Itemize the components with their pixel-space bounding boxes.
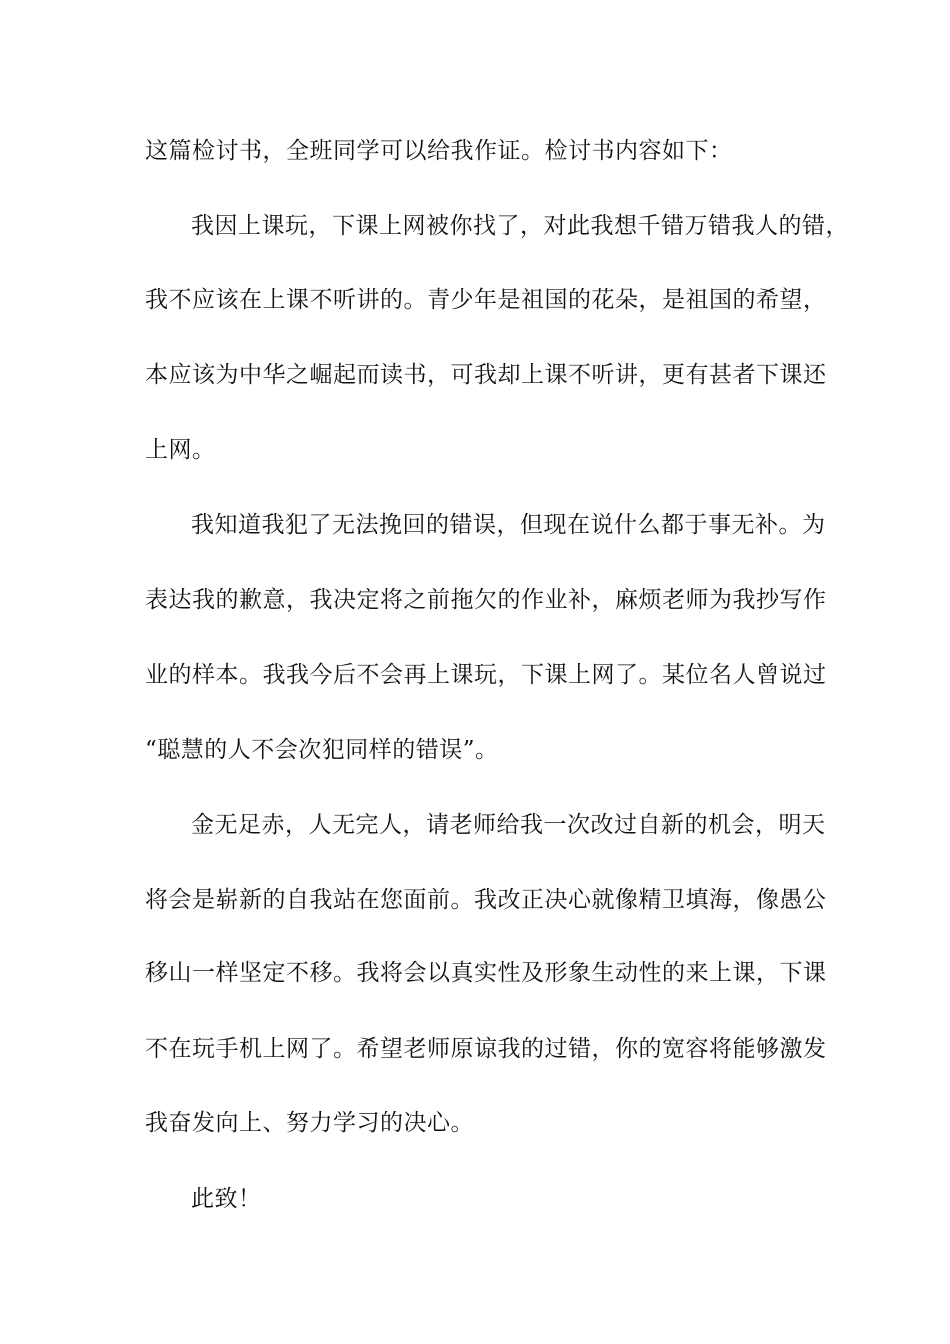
text-line: “聪慧的人不会次犯同样的错误”。 (145, 737, 499, 763)
text-line: 表达我的歉意，我决定将之前拖欠的作业补，麻烦老师为我抄写作 (145, 587, 827, 613)
text-line: 金无足赤，人无完人，请老师给我一次改过自新的机会，明天 (191, 812, 826, 838)
text-line: 上网。 (145, 437, 216, 463)
text-line: 我不应该在上课不听讲的。青少年是祖国的花朵，是祖国的希望， (145, 287, 827, 313)
text-line: 将会是崭新的自我站在您面前。我改正决心就像精卫填海，像愚公 (145, 887, 827, 913)
text-line: 移山一样坚定不移。我将会以真实性及形象生动性的来上课，下课 (145, 960, 827, 986)
text-line: 我奋发向上、努力学习的决心。 (145, 1110, 474, 1136)
text-line: 业的样本。我我今后不会再上课玩，下课上网了。某位名人曾说过 (145, 662, 827, 688)
text-line: 这篇检讨书，全班同学可以给我作证。检讨书内容如下： (145, 138, 733, 164)
text-line: 我知道我犯了无法挽回的错误，但现在说什么都于事无补。为 (191, 512, 826, 538)
text-line: 此致！ (191, 1186, 262, 1212)
text-line: 不在玩手机上网了。希望老师原谅我的过错，你的宽容将能够激发 (145, 1036, 827, 1062)
text-line: 本应该为中华之崛起而读书，可我却上课不听讲，更有甚者下课还 (145, 362, 827, 388)
text-line: 我因上课玩，下课上网被你找了，对此我想千错万错我人的错， (191, 213, 849, 239)
